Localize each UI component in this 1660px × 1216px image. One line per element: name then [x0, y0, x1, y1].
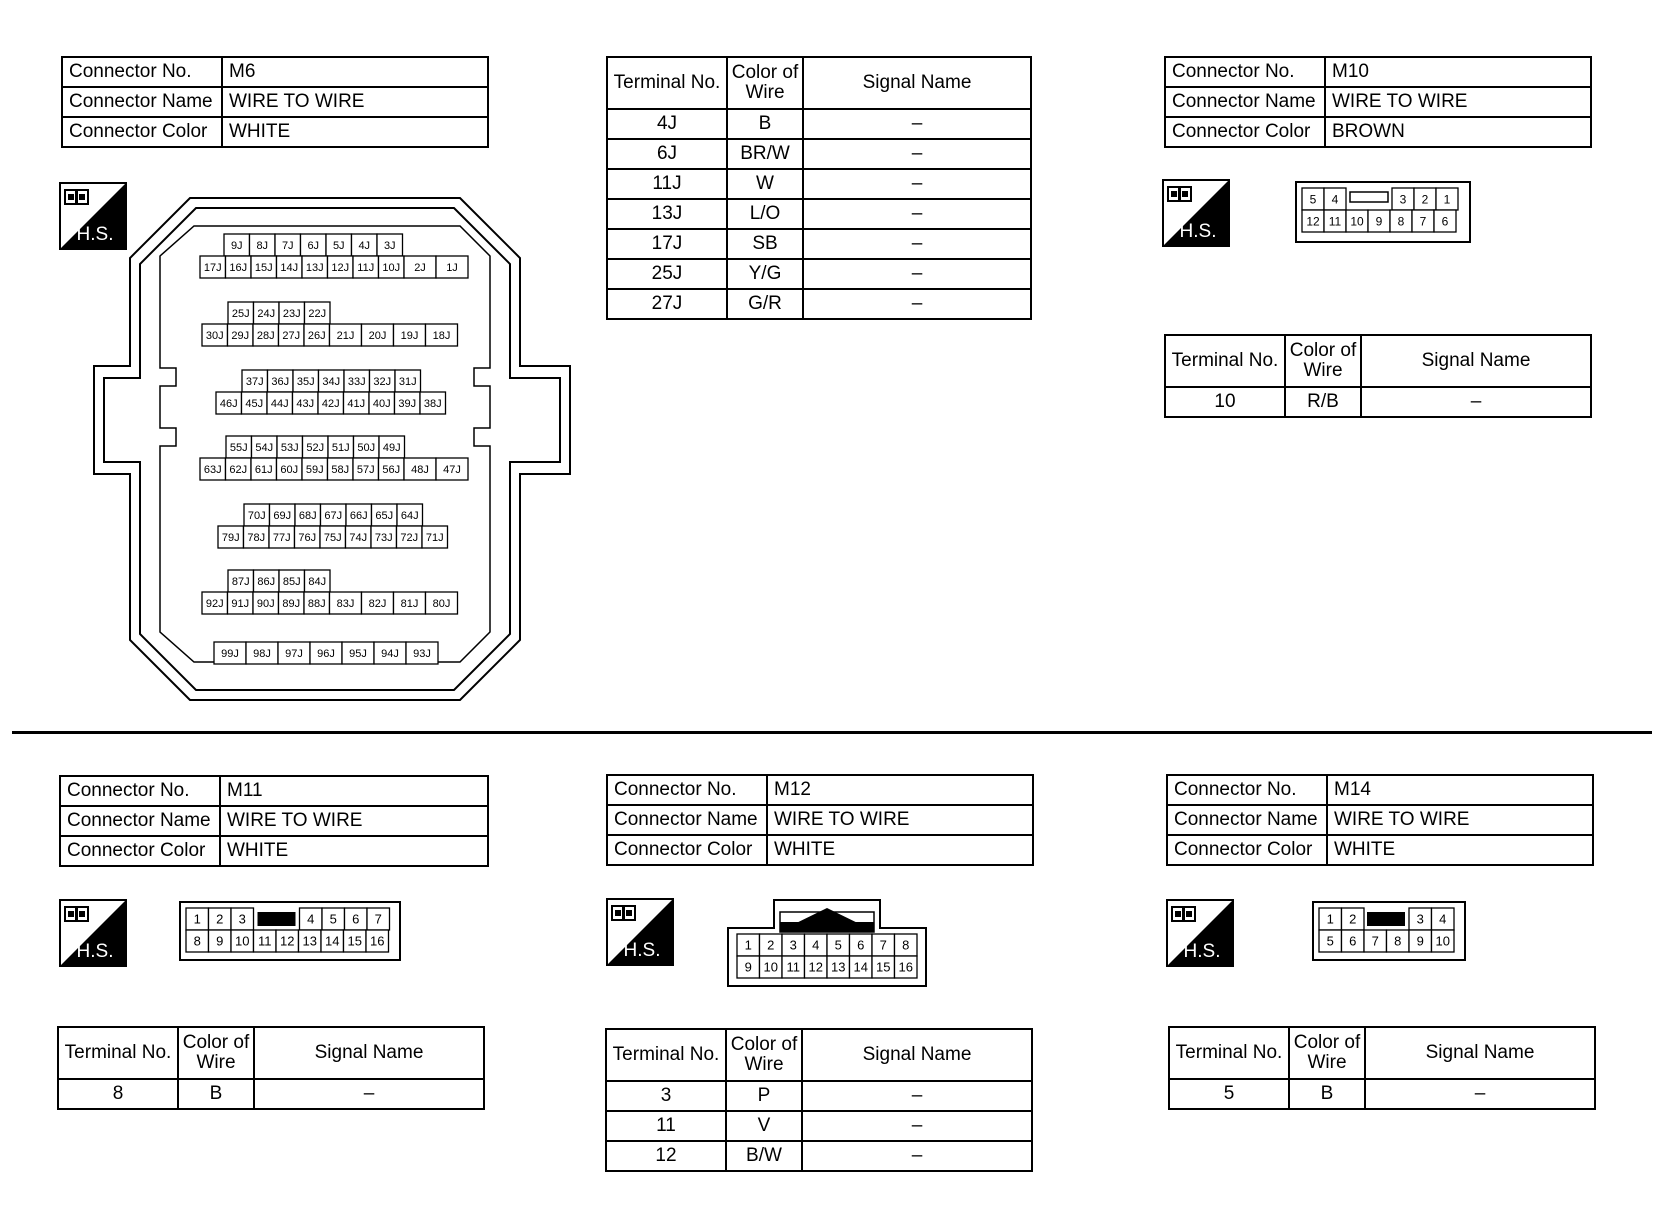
connector-color-value: WHITE	[1327, 835, 1593, 865]
terminal-table-m12	[605, 1028, 1033, 1172]
pin-label: 4	[307, 911, 315, 927]
pin-label: 11	[1328, 214, 1342, 229]
pin-label: 77J	[272, 531, 291, 544]
pin-label: 36J	[271, 375, 290, 388]
hs-label: H.S.	[1179, 221, 1217, 242]
pin-label: 23J	[282, 307, 301, 320]
connector-face-m14	[1311, 900, 1467, 962]
pin-label: 78J	[247, 531, 266, 544]
header-color-of-wire: Color of Wire	[1289, 1027, 1365, 1079]
pin-label: 3	[238, 911, 246, 927]
connector-color-value: WHITE	[222, 117, 488, 147]
header-signal-name: Signal Name	[1361, 335, 1591, 387]
pin-label: 14	[325, 933, 340, 949]
table-row: 17J SB –	[607, 229, 1031, 259]
pin-label: 44J	[270, 397, 289, 410]
pin-label: 1	[1443, 192, 1451, 207]
pin-label: 74J	[349, 531, 368, 544]
table-row: 25J Y/G –	[607, 259, 1031, 289]
pin-label: 4J	[358, 239, 371, 252]
pin-label: 41J	[347, 397, 366, 410]
pin-label: 5J	[332, 239, 345, 252]
header-signal-name: Signal Name	[803, 57, 1031, 109]
connector-hs-icon	[606, 898, 674, 966]
pin-label: 8	[193, 933, 201, 949]
pin-label: 7	[374, 911, 382, 927]
pin-label: 58J	[331, 463, 350, 476]
pin-label: 73J	[374, 531, 393, 544]
pin-label: 17J	[203, 261, 222, 274]
table-row: 4J B –	[607, 109, 1031, 139]
pin-label: 7	[879, 937, 887, 953]
pin-label: 97J	[285, 647, 303, 660]
pin-label: 12J	[331, 261, 350, 274]
connector-color-value: WHITE	[220, 836, 488, 866]
pin-label: 98J	[253, 647, 271, 660]
pin-label: 46J	[219, 397, 238, 410]
pin-label: 7	[1371, 933, 1379, 949]
label-connector-name: Connector Name	[62, 87, 222, 117]
hs-label: H.S.	[76, 941, 114, 962]
connector-no-value: M10	[1325, 57, 1591, 87]
pin-label: 64J	[400, 509, 419, 522]
table-row: 13J L/O –	[607, 199, 1031, 229]
pin-label: 31J	[398, 375, 417, 388]
pin-label: 11	[786, 959, 800, 975]
pin-label: 3	[1399, 192, 1407, 207]
pin-label: 91J	[231, 597, 250, 610]
connector-info-m6	[61, 56, 489, 148]
connector-info-m12	[606, 774, 1034, 866]
label-connector-name: Connector Name	[607, 805, 767, 835]
pin-label: 92J	[205, 597, 224, 610]
pin-label: 16	[898, 959, 913, 975]
pin-label: 9J	[230, 239, 243, 252]
pin-label: 56J	[382, 463, 401, 476]
pin-label: 11J	[357, 261, 375, 274]
hs-label: H.S.	[76, 224, 114, 245]
pin-label: 3	[789, 937, 797, 953]
label-connector-no: Connector No.	[1165, 57, 1325, 87]
pin-label: 88J	[307, 597, 326, 610]
pin-label: 12	[280, 933, 295, 949]
pin-label: 79J	[221, 531, 240, 544]
pin-label: 81J	[400, 597, 419, 610]
pin-label: 42J	[321, 397, 340, 410]
pin-label: 80J	[432, 597, 451, 610]
pin-label: 5	[329, 911, 337, 927]
connector-face-m10	[1294, 180, 1472, 244]
pin-label: 10	[763, 959, 778, 975]
header-signal-name: Signal Name	[1365, 1027, 1595, 1079]
pin-label: 63J	[203, 463, 222, 476]
pin-label: 35J	[296, 375, 315, 388]
pin-label: 28J	[256, 329, 275, 342]
hs-label: H.S.	[623, 940, 661, 961]
pin-label: 4	[812, 937, 820, 953]
table-row: 27J G/R –	[607, 289, 1031, 319]
pin-label: 9	[1416, 933, 1424, 949]
pin-label: 52J	[306, 441, 325, 454]
pin-label: 33J	[347, 375, 366, 388]
pin-label: 24J	[257, 307, 276, 320]
connector-no-value: M14	[1327, 775, 1593, 805]
pin-label: 82J	[368, 597, 387, 610]
connector-name-value: WIRE TO WIRE	[222, 87, 488, 117]
header-terminal-no: Terminal No.	[1165, 335, 1285, 387]
key-slot	[258, 912, 296, 926]
pin-label: 27J	[282, 329, 301, 342]
pin-label: 43J	[296, 397, 315, 410]
table-row: 11 V –	[606, 1111, 1032, 1141]
pin-label: 2	[767, 937, 775, 953]
pin-label: 5	[1309, 192, 1317, 207]
terminal-table-m14	[1168, 1026, 1596, 1110]
table-row: 8 B –	[58, 1079, 484, 1109]
header-terminal-no: Terminal No.	[606, 1029, 726, 1081]
pin-label: 85J	[282, 575, 301, 588]
pin-label: 10	[1435, 933, 1450, 949]
pin-label: 1	[744, 937, 752, 953]
header-terminal-no: Terminal No.	[1169, 1027, 1289, 1079]
pin-label: 94J	[381, 647, 399, 660]
table-row: 3 P –	[606, 1081, 1032, 1111]
pin-label: 14	[853, 959, 868, 975]
pin-label: 49J	[382, 441, 401, 454]
header-color-of-wire: Color of Wire	[727, 57, 803, 109]
hs-label: H.S.	[1183, 941, 1221, 962]
pin-label: 61J	[254, 463, 273, 476]
pin-label: 99J	[221, 647, 239, 660]
terminal-table-m11	[57, 1026, 485, 1110]
pin-label: 62J	[229, 463, 248, 476]
pin-label: 2	[1349, 911, 1357, 927]
table-row: 12 B/W –	[606, 1141, 1032, 1171]
pin-label: 29J	[231, 329, 250, 342]
connector-hs-icon	[1162, 179, 1230, 247]
pin-label: 5	[834, 937, 842, 953]
pin-label: 10	[1350, 214, 1364, 229]
pin-label: 55J	[229, 441, 248, 454]
label-connector-color: Connector Color	[62, 117, 222, 147]
pin-label: 19J	[400, 329, 419, 342]
connector-face-m6	[90, 196, 580, 702]
pin-label: 40J	[372, 397, 391, 410]
pin-label: 2J	[414, 261, 426, 274]
pin-label: 26J	[307, 329, 326, 342]
header-signal-name: Signal Name	[802, 1029, 1032, 1081]
pin-label: 9	[216, 933, 224, 949]
pin-label: 12	[808, 959, 823, 975]
pin-label: 37J	[245, 375, 264, 388]
connector-name-value: WIRE TO WIRE	[767, 805, 1033, 835]
terminal-table-m10	[1164, 334, 1592, 418]
connector-name-value: WIRE TO WIRE	[220, 806, 488, 836]
connector-hs-icon	[59, 899, 127, 967]
pin-label: 5	[1326, 933, 1334, 949]
pin-label: 67J	[324, 509, 343, 522]
pin-label: 20J	[368, 329, 387, 342]
connector-no-value: M11	[220, 776, 488, 806]
key-slot	[1367, 912, 1405, 926]
header-color-of-wire: Color of Wire	[178, 1027, 254, 1079]
pin-label: 68J	[298, 509, 317, 522]
pin-label: 76J	[298, 531, 317, 544]
pin-label: 84J	[308, 575, 327, 588]
pin-label: 6	[1441, 214, 1449, 229]
pin-label: 54J	[255, 441, 274, 454]
header-terminal-no: Terminal No.	[607, 57, 727, 109]
pin-label: 45J	[245, 397, 264, 410]
connector-hs-icon	[1166, 899, 1234, 967]
label-connector-name: Connector Name	[1165, 87, 1325, 117]
pin-label: 60J	[280, 463, 299, 476]
connector-info-m14	[1166, 774, 1594, 866]
pin-label: 75J	[323, 531, 342, 544]
pin-label: 10J	[382, 261, 401, 274]
pin-label: 14J	[280, 261, 299, 274]
pin-label: 51J	[331, 441, 350, 454]
pin-label: 3J	[383, 239, 396, 252]
pin-label: 13	[302, 933, 317, 949]
pin-label: 47J	[443, 463, 461, 476]
pin-label: 16	[370, 933, 385, 949]
pin-label: 6	[1349, 933, 1357, 949]
pin-label: 57J	[356, 463, 375, 476]
pin-label: 4	[1439, 911, 1447, 927]
connector-color-value: WHITE	[767, 835, 1033, 865]
pin-label: 8	[1394, 933, 1402, 949]
pin-label: 6J	[307, 239, 320, 252]
pin-label: 96J	[317, 647, 335, 660]
connector-name-value: WIRE TO WIRE	[1325, 87, 1591, 117]
pin-label: 32J	[373, 375, 392, 388]
label-connector-name: Connector Name	[1167, 805, 1327, 835]
pin-label: 50J	[357, 441, 376, 454]
connector-name-value: WIRE TO WIRE	[1327, 805, 1593, 835]
pin-label: 21J	[336, 329, 355, 342]
header-signal-name: Signal Name	[254, 1027, 484, 1079]
pin-label: 1	[1326, 911, 1334, 927]
pin-label: 30J	[205, 329, 224, 342]
pin-label: 71J	[425, 531, 444, 544]
pin-label: 2	[1421, 192, 1429, 207]
header-terminal-no: Terminal No.	[58, 1027, 178, 1079]
pin-label: 6	[857, 937, 865, 953]
pin-label: 65J	[375, 509, 394, 522]
pin-label: 7	[1419, 214, 1427, 229]
connector-info-m11	[59, 775, 489, 867]
pin-label: 6	[352, 911, 360, 927]
pin-label: 15J	[254, 261, 273, 274]
section-divider	[12, 731, 1652, 734]
pin-label: 72J	[400, 531, 419, 544]
label-connector-no: Connector No.	[60, 776, 220, 806]
pin-label: 48J	[411, 463, 429, 476]
pin-label: 7J	[281, 239, 294, 252]
pin-label: 15	[347, 933, 362, 949]
pin-label: 8	[902, 937, 910, 953]
pin-label: 18J	[432, 329, 451, 342]
label-connector-color: Connector Color	[1165, 117, 1325, 147]
header-color-of-wire: Color of Wire	[726, 1029, 802, 1081]
label-connector-name: Connector Name	[60, 806, 220, 836]
pin-label: 34J	[322, 375, 341, 388]
pin-label: 38J	[423, 397, 442, 410]
connector-no-value: M6	[222, 57, 488, 87]
pin-label: 13	[831, 959, 846, 975]
pin-label: 8J	[256, 239, 269, 252]
pin-label: 9	[1375, 214, 1383, 229]
header-color-of-wire: Color of Wire	[1285, 335, 1361, 387]
pin-label: 2	[216, 911, 224, 927]
pin-label: 10	[235, 933, 250, 949]
pin-label: 12	[1306, 214, 1320, 229]
label-connector-color: Connector Color	[60, 836, 220, 866]
pin-label: 3	[1416, 911, 1424, 927]
pin-label: 53J	[280, 441, 299, 454]
pin-label: 66J	[349, 509, 368, 522]
pin-label: 69J	[273, 509, 292, 522]
pin-label: 4	[1331, 192, 1339, 207]
pin-label: 13J	[305, 261, 324, 274]
pin-label: 16J	[229, 261, 248, 274]
pin-label: 25J	[231, 307, 250, 320]
connector-face-m11	[178, 900, 402, 962]
pin-label: 90J	[256, 597, 275, 610]
pin-label: 70J	[247, 509, 266, 522]
pin-label: 39J	[398, 397, 417, 410]
table-row: 5 B –	[1169, 1079, 1595, 1109]
connector-color-value: BROWN	[1325, 117, 1591, 147]
connector-info-m10	[1164, 56, 1592, 148]
key-slot	[1350, 192, 1388, 202]
connector-face-m12	[726, 898, 928, 988]
connector-no-value: M12	[767, 775, 1033, 805]
pin-label: 95J	[349, 647, 367, 660]
label-connector-no: Connector No.	[62, 57, 222, 87]
label-connector-color: Connector Color	[1167, 835, 1327, 865]
label-connector-no: Connector No.	[607, 775, 767, 805]
pin-label: 86J	[257, 575, 276, 588]
table-row: 10 R/B –	[1165, 387, 1591, 417]
pin-label: 15	[876, 959, 891, 975]
pin-label: 89J	[282, 597, 301, 610]
pin-label: 8	[1397, 214, 1405, 229]
pin-label: 11	[258, 933, 272, 949]
pin-label: 9	[744, 959, 752, 975]
pin-label: 93J	[413, 647, 431, 660]
terminal-table-m6	[606, 56, 1032, 320]
pin-label: 83J	[336, 597, 355, 610]
pin-label: 59J	[305, 463, 324, 476]
pin-label: 1J	[446, 261, 458, 274]
label-connector-color: Connector Color	[607, 835, 767, 865]
table-row: 11J W –	[607, 169, 1031, 199]
table-row: 6J BR/W –	[607, 139, 1031, 169]
pin-label: 87J	[231, 575, 250, 588]
label-connector-no: Connector No.	[1167, 775, 1327, 805]
pin-label: 1	[193, 911, 201, 927]
pin-label: 22J	[308, 307, 327, 320]
